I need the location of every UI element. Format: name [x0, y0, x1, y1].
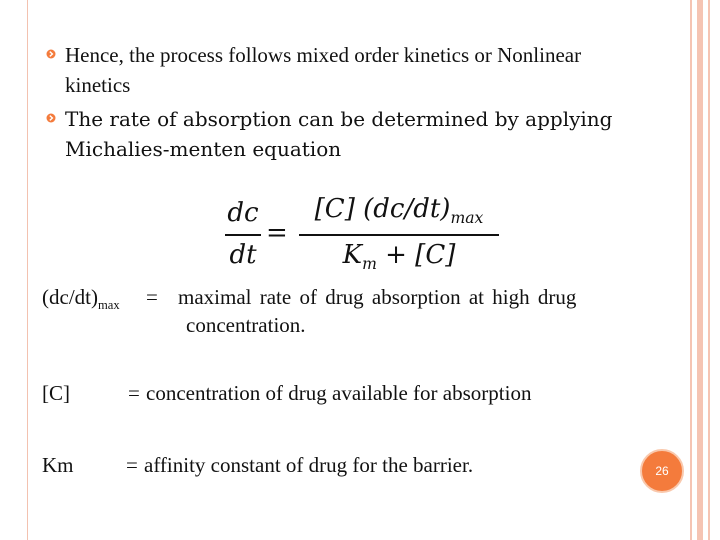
definition-term: [42, 283, 120, 319]
km-subscript: m: [362, 255, 377, 274]
lhs-fraction: [225, 194, 261, 276]
left-border: [0, 0, 28, 540]
bullet-icon: [46, 113, 56, 123]
bullet-text: [65, 40, 581, 100]
definition-equals: =: [146, 285, 158, 309]
term-subscript: max: [97, 298, 120, 313]
rhs-numerator-subscript: max: [450, 209, 484, 228]
stripe: [697, 0, 703, 540]
michaelis-menten-formula: [225, 194, 515, 276]
page-number-badge: 26: [640, 449, 684, 493]
term-text: (dc/dt): [42, 285, 98, 309]
equals-sign: =: [266, 218, 288, 248]
rhs-numerator: [299, 194, 499, 227]
lhs-denominator: dt: [229, 240, 257, 270]
fraction-bar: [225, 234, 261, 236]
bullet-line: Hence, the process follows mixed order kinetics or Nonlinear: [65, 43, 582, 67]
rhs-denominator: [299, 240, 499, 273]
bullet-icon: [46, 49, 56, 59]
bullet-line: Michalies-menten equation: [65, 137, 342, 161]
definition-term: [C]: [42, 381, 70, 405]
bullet-line: kinetics: [65, 73, 131, 97]
definition-text: affinity constant of drug for the barrier.: [144, 453, 474, 477]
lhs-numerator: dc: [227, 198, 259, 228]
rhs-numerator-text: [C] (dc/dt): [314, 194, 451, 224]
stripe: [690, 0, 692, 540]
bullet-line: The rate of absorption can be determined by applying: [65, 107, 613, 131]
definition-term: Km: [42, 453, 74, 477]
rhs-denominator-rest: + [C]: [376, 240, 456, 270]
definition-text: concentration of drug available for absorption: [146, 381, 532, 405]
km-symbol: K: [342, 240, 363, 270]
definition-equals: =: [126, 453, 138, 477]
definition-equals: =: [128, 381, 140, 405]
stripe: [708, 0, 710, 540]
definition-text-continued: concentration.: [186, 313, 306, 337]
right-decoration: [688, 0, 720, 540]
fraction-bar: [299, 234, 499, 236]
rhs-fraction: [299, 194, 499, 276]
bullet-text: [65, 104, 612, 164]
definition-text: maximal rate of drug absorption at high drug: [178, 285, 577, 309]
